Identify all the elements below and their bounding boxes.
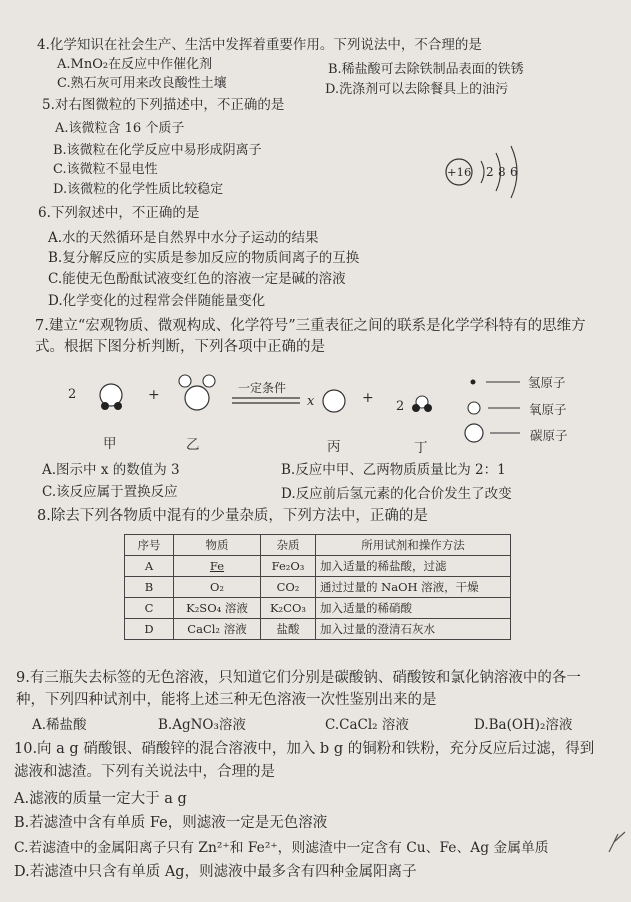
table-cell: D	[125, 619, 174, 640]
q9-option-d: D.Ba(OH)₂溶液	[474, 717, 573, 733]
table-header-cell: 序号	[125, 535, 174, 556]
q8-stem: 8.除去下列各物质中混有的少量杂质，下列方法中，正确的是	[37, 508, 428, 524]
table-cell: B	[125, 577, 174, 598]
label-jia: 甲	[103, 436, 117, 452]
q7-option-b: B.反应中甲、乙两物质质量比为 2：1	[281, 462, 506, 478]
shell-1-electrons: 2	[486, 165, 494, 179]
q9-stem-line1: 9.有三瓶失去标签的无色溶液，只知道它们分别是碳酸钠、硝酸铵和氯化钠溶液中的各一	[16, 670, 581, 686]
q10-option-b: B.若滤渣中含有单质 Fe，则滤液一定是无色溶液	[14, 815, 328, 831]
q6-option-a: A.水的天然循环是自然界中水分子运动的结果	[48, 230, 319, 246]
table-header-cell: 所用试剂和操作方法	[316, 535, 511, 556]
table-cell: 加入适量的稀盐酸，过滤	[316, 556, 511, 577]
coef-jia: 2	[68, 387, 77, 402]
table-header-cell: 杂质	[261, 535, 316, 556]
q5-option-b: B.该微粒在化学反应中易形成阴离子	[53, 143, 262, 158]
q5-stem: 5.对右图微粒的下列描述中，不正确的是	[42, 97, 285, 113]
q9-option-b: B.AgNO₃溶液	[158, 717, 246, 733]
legend-hydrogen: 氢原子	[528, 375, 566, 390]
q10-option-d: D.若滤渣中只含有单质 Ag，则滤液中最多含有四种金属阳离子	[14, 864, 417, 880]
q7-option-a: A.图示中 x 的数值为 3	[42, 462, 180, 478]
pencil-mark-icon	[606, 828, 628, 856]
q7-stem-line2: 式。根据下图分析判断，下列各项中正确的是	[35, 339, 325, 355]
table-cell: CaCl₂ 溶液	[174, 619, 261, 640]
table-cell: 通过过量的 NaOH 溶液，干燥	[316, 577, 511, 598]
table-cell: K₂SO₄ 溶液	[174, 598, 261, 619]
q10-stem-line2: 滤液和滤渣。下列有关说法中，合理的是	[14, 764, 275, 780]
nucleus-charge: +16	[447, 165, 472, 179]
label-ding: 丁	[414, 440, 428, 456]
reaction-condition: 一定条件	[238, 381, 287, 395]
legend-carbon: 碳原子	[530, 428, 568, 443]
table-cell: A	[125, 556, 174, 577]
q7-option-d: D.反应前后氢元素的化合价发生了改变	[281, 486, 512, 502]
table-row	[125, 598, 511, 619]
q7-stem-line1: 7.建立“宏观物质、微观构成、化学符号”三重表征之间的联系是化学学科特有的思维方	[35, 318, 586, 334]
shell-2-electrons: 8	[498, 165, 506, 179]
shell-3-electrons: 6	[510, 165, 518, 179]
table-row	[125, 556, 511, 577]
table-cell: Fe	[174, 556, 261, 577]
q8-table	[124, 534, 511, 640]
table-cell: Fe₂O₃	[261, 556, 316, 577]
table-cell: K₂CO₃	[261, 598, 316, 619]
table-cell: 加入过量的澄清石灰水	[316, 619, 511, 640]
q6-option-b: B.复分解反应的实质是参加反应的物质间离子的互换	[48, 250, 360, 266]
molecule-bing	[320, 388, 348, 414]
q5-option-a: A.该微粒含 16 个质子	[55, 121, 185, 136]
table-header-cell: 物质	[174, 535, 261, 556]
molecule-ding	[408, 392, 436, 418]
q4-option-d: D.洗涤剂可以去除餐具上的油污	[325, 82, 509, 97]
q10-stem-line1: 10.向 a g 硝酸银、硝酸锌的混合溶液中，加入 b g 的铜粉和铁粉，充分反应后过滤，得到	[14, 741, 595, 757]
q10-option-c: C.若滤渣中的金属阳离子只有 Zn²⁺和 Fe²⁺，则滤渣中一定含有 Cu、Fe、Ag 金属单质	[14, 840, 549, 856]
table-header-row	[125, 535, 511, 556]
molecule-yi	[176, 372, 218, 416]
table-cell: C	[125, 598, 174, 619]
plus-1: +	[148, 387, 160, 403]
table-row	[125, 619, 511, 640]
q5-option-c: C.该微粒不显电性	[53, 162, 158, 177]
q7-option-c: C.该反应属于置换反应	[42, 484, 178, 500]
label-yi: 乙	[186, 437, 200, 453]
table-cell: O₂	[174, 577, 261, 598]
table-row	[125, 577, 511, 598]
plus-2: +	[362, 390, 374, 406]
atom-structure-diagram	[440, 135, 560, 205]
q6-option-c: C.能使无色酚酞试液变红色的溶液一定是碱的溶液	[48, 271, 346, 287]
equals-sign	[230, 396, 302, 406]
q4-stem: 4.化学知识在社会生产、生活中发挥着重要作用。下列说法中，不合理的是	[37, 37, 482, 53]
q10-option-a: A.滤液的质量一定大于 a g	[14, 791, 187, 807]
q4-option-a: A.MnO₂在反应中作催化剂	[57, 57, 213, 72]
table-cell: 盐酸	[261, 619, 316, 640]
coef-ding: 2	[396, 399, 405, 414]
label-bing: 丙	[327, 439, 341, 455]
q4-option-c: C.熟石灰可用来改良酸性土壤	[57, 76, 227, 91]
q5-option-d: D.该微粒的化学性质比较稳定	[53, 182, 224, 197]
table-cell: CO₂	[261, 577, 316, 598]
q4-option-b: B.稀盐酸可去除铁制品表面的铁锈	[328, 62, 524, 77]
q9-stem-line2: 种，下列四种试剂中，能将上述三种无色溶液一次性鉴别出来的是	[16, 692, 437, 708]
q9-option-a: A.稀盐酸	[32, 717, 87, 733]
q6-stem: 6.下列叙述中，不正确的是	[38, 205, 200, 221]
q6-option-d: D.化学变化的过程常会伴随能量变化	[48, 293, 266, 309]
q9-option-c: C.CaCl₂ 溶液	[325, 717, 409, 733]
coef-bing: x	[307, 394, 315, 409]
molecule-jia	[94, 378, 134, 414]
legend-oxygen: 氧原子	[529, 402, 567, 417]
table-cell: 加入适量的稀硝酸	[316, 598, 511, 619]
atom-legend-symbols	[464, 375, 524, 445]
